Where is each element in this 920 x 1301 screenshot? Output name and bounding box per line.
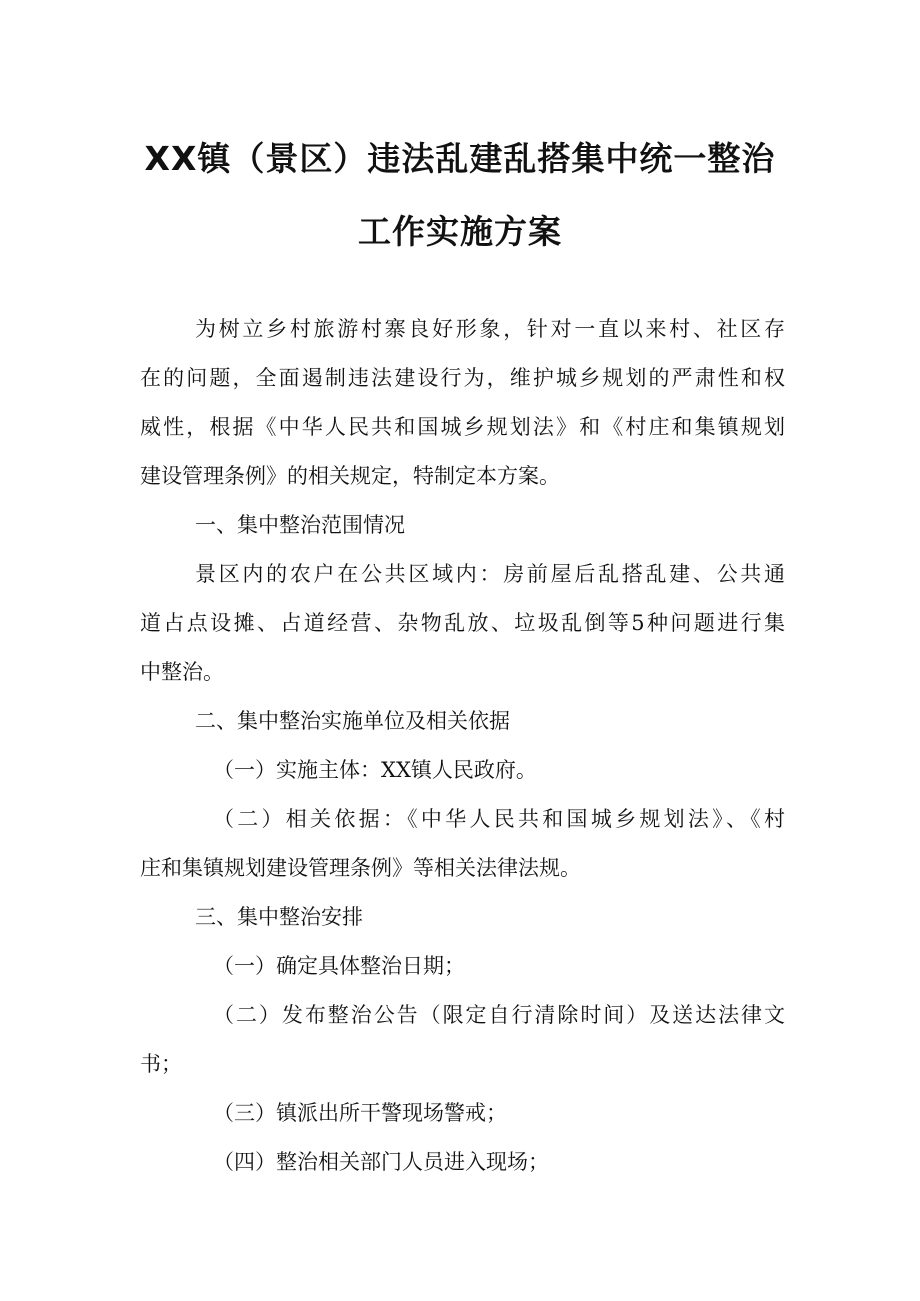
- section-heading-1: 一、集中整治范围情况: [195, 513, 405, 537]
- section-1-paragraph-line-3: 中整治。: [140, 660, 224, 684]
- section-3-item-2-line-1: （二）发布整治公告（限定自行清除时间）及送达法律文: [213, 1003, 785, 1027]
- section-2-item-1: （一）实施主体：XX镇人民政府。: [213, 758, 537, 782]
- section-1-paragraph-line-2: 道占点设摊、占道经营、杂物乱放、垃圾乱倒等5种问题进行集: [140, 611, 785, 635]
- document-title-line-1: XX镇（景区）违法乱建乱搭集中统一整治: [144, 139, 776, 178]
- section-heading-3: 三、集中整治安排: [195, 905, 363, 929]
- intro-paragraph-line-3: 威性，根据《中华人民共和国城乡规划法》和《村庄和集镇规划: [140, 415, 785, 439]
- intro-paragraph-line-2: 在的问题，全面遏制违法建设行为，维护城乡规划的严肃性和权: [140, 366, 785, 390]
- section-3-item-1: （一）确定具体整治日期；: [213, 954, 465, 978]
- section-3-item-2-line-2: 书；: [140, 1052, 182, 1076]
- section-3-item-4: （四）整治相关部门人员进入现场；: [213, 1150, 549, 1174]
- section-3-item-3: （三）镇派出所干警现场警戒；: [213, 1101, 507, 1125]
- section-2-item-2-line-1: （二）相关依据：《中华人民共和国城乡规划法》、《村: [213, 807, 785, 831]
- section-1-paragraph-line-1: 景区内的农户在公共区域内：房前屋后乱搭乱建、公共通: [195, 562, 785, 586]
- section-heading-2: 二、集中整治实施单位及相关依据: [195, 709, 510, 733]
- intro-paragraph-line-1: 为树立乡村旅游村寨良好形象，针对一直以来村、社区存: [195, 317, 785, 341]
- document-title-line-2: 工作实施方案: [358, 212, 562, 251]
- section-2-item-2-line-2: 庄和集镇规划建设管理条例》等相关法律法规。: [140, 856, 581, 880]
- intro-paragraph-line-4: 建设管理条例》的相关规定，特制定本方案。: [140, 464, 560, 488]
